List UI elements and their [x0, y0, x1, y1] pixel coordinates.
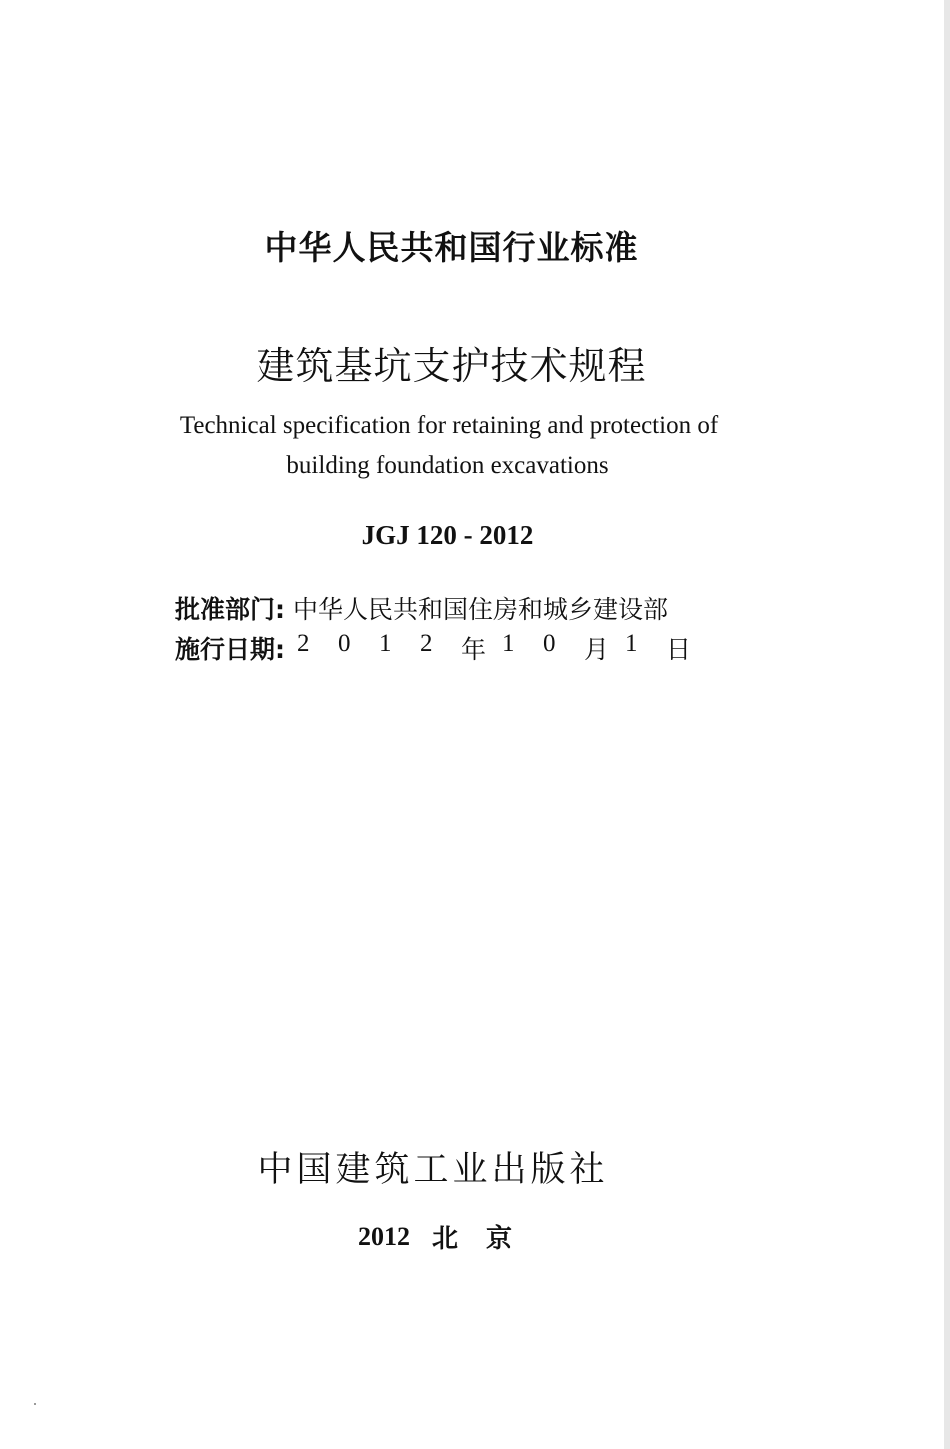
date-char: 1 — [379, 630, 392, 657]
effective-date-row — [175, 630, 707, 666]
scan-edge-shadow — [944, 0, 950, 1449]
date-char: 2 — [420, 630, 433, 657]
document-title-en-line2: building foundation excavations — [286, 452, 609, 479]
approval-row — [175, 590, 668, 626]
date-char: 0 — [543, 630, 556, 657]
publication-city: 北京 — [432, 1224, 541, 1254]
effective-date-value — [297, 630, 707, 666]
date-char: 1 — [502, 630, 515, 657]
publisher-name: 中国建筑工业出版社 — [257, 1150, 609, 1190]
approval-value: 中华人民共和国住房和城乡建设部 — [293, 595, 669, 624]
publication-year: 2012 — [358, 1221, 410, 1251]
standard-category: 中华人民共和国行业标准 — [264, 228, 639, 267]
effective-date-label: 施行日期: — [175, 635, 285, 664]
date-char: 0 — [338, 630, 351, 657]
scan-speck — [34, 1403, 36, 1405]
date-char: 日 — [666, 635, 692, 664]
standard-code: JGJ 120 - 2012 — [361, 520, 534, 550]
publication-line — [358, 1218, 540, 1255]
date-char: 1 — [625, 630, 638, 657]
date-char: 年 — [461, 635, 487, 664]
date-char: 月 — [584, 635, 610, 664]
document-title-cn: 建筑基坑支护技术规程 — [256, 344, 647, 388]
approval-label: 批准部门: — [175, 595, 285, 624]
date-char: 2 — [297, 630, 310, 657]
document-title-en-line1: Technical specification for retaining and protection of — [179, 412, 719, 439]
